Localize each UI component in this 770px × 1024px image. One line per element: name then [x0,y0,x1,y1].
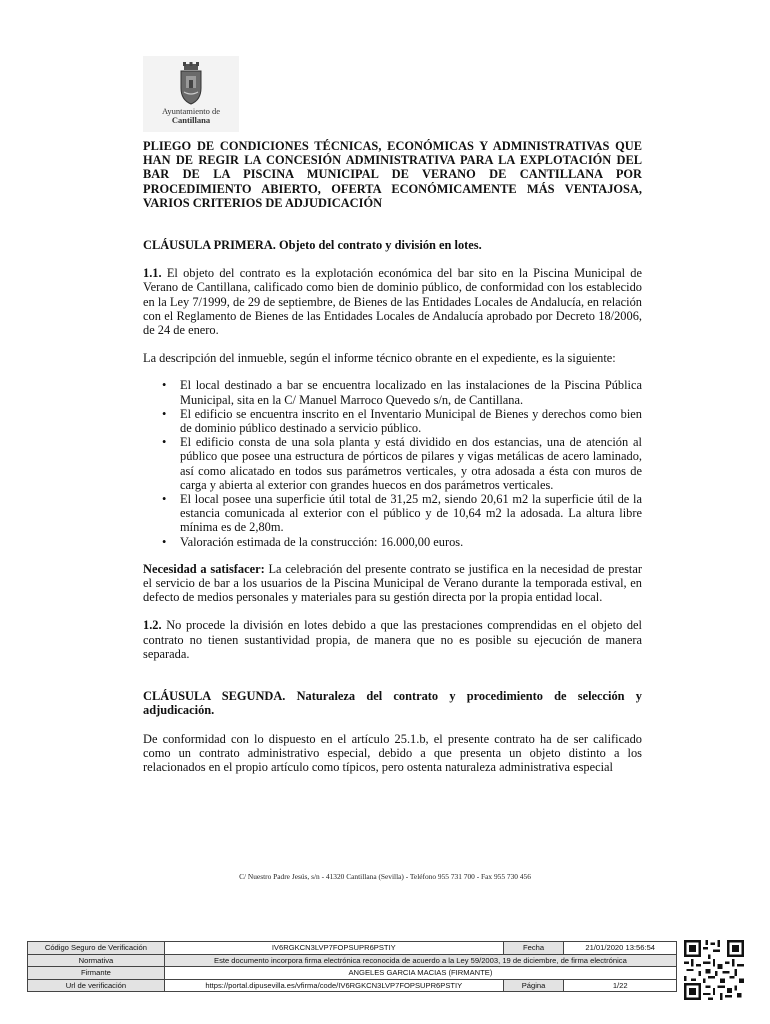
municipal-logo [143,56,239,132]
normativa-value: Este documento incorpora firma electrónica reconocida de acuerdo a la Ley 59/2003, 19 de diciembre, de firma electrónica [164,954,676,967]
logo-caption [143,107,239,125]
table-row [28,979,677,992]
clause-1-1-paragraph [143,266,642,337]
footer-address: C/ Nuestro Padre Jesús, s/n - 41320 Cantillana (Sevilla) - Teléfono 955 731 700 - Fax 955 730 456 [239,872,531,881]
bullet-icon: • [162,435,167,450]
list-item [162,492,642,535]
logo-line2: Cantillana [171,115,211,125]
clause-1-2-paragraph [143,618,642,661]
bullet-icon: • [162,492,167,507]
verification-table [27,941,677,992]
document-body [143,139,642,774]
necesidad-text: La celebración del presente contrato se justifica en la necesidad de prestar el servicio de bar a los usuarios de la Piscina Municipal de Verano durante la temporada estival, en defecto de medios personales y materiales para su gestión directa por la propia entidad local. [143,561,642,605]
necesidad-label: Necesidad a satisfacer: [143,561,265,576]
list-item-text: Valoración estimada de la construcción: 16.000,00 euros. [180,534,464,549]
firmante-value: ANGELES GARCIA MACIAS (FIRMANTE) [164,967,676,980]
list-item-text: El edificio consta de una sola planta y está dividido en dos estancias, una de atención al público que posee una estructura de pórticos de pilares y vigas metálicas de acero laminado, así como alicatado en todos sus parámetros verticales, y otra adosada a ésta con muros de carga y abierta al exterior con grandes huecos en dos parámetros verticales. [180,435,642,492]
qr-code-icon [684,940,744,1000]
list-item [162,378,642,407]
property-description-intro: La descripción del inmueble, según el informe técnico obrante en el expediente, es la siguiente: [143,351,616,366]
necesidad-paragraph [143,562,642,605]
list-item [162,534,642,549]
coat-of-arms-icon [178,62,204,106]
bullet-icon: • [162,406,167,421]
clause-2-paragraph: De conformidad con lo dispuesto en el artículo 25.1.b, el presente contrato ha de ser calificado como un contrato administrativo especial, debido a que presenta un objeto distinto a los relacionados en el propio artículo como típicos, pero ostenta naturaleza administrativa especial [143,731,642,774]
clause-1-2-number: 1.2. [143,618,162,633]
url-value[interactable]: https://portal.dipusevilla.es/vfirma/code/IV6RGKCN3LVP7FOPSUPR6PSTIY [164,979,503,992]
clause-1-heading: CLÁUSULA PRIMERA. Objeto del contrato y división en lotes. [143,238,482,253]
list-item [162,406,642,436]
clause-1-2-text: No procede la división en lotes debido a que las prestaciones comprendidas en el objeto del contrato no tienen sustantividad propia, de manera que no es posible su ejecución de manera separada. [143,618,642,661]
bullet-icon: • [162,534,167,549]
pagina-label: Página [503,979,564,992]
clause-1-1-number: 1.1. [143,266,162,281]
bullet-icon: • [162,378,167,393]
logo-line1: Ayuntamiento de [162,106,220,116]
list-item-text: El local posee una superficie útil total de 31,25 m2, siendo 20,61 m2 la superficie útil de la estancia comunicada al exterior con el público y de 10,64 m2 la adosada. La altura libre mínima es de 2,80m. [180,492,642,535]
codigo-label: Código Seguro de Verificación [28,942,165,955]
document-title: PLIEGO DE CONDICIONES TÉCNICAS, ECONÓMICAS Y ADMINISTRATIVAS QUE HAN DE REGIR LA CONCESIÓN ADMINISTRATIVA PARA LA EXPLOTACIÓN DEL BAR DE LA PISCINA MUNICIPAL DE VERANO DE CANTILLANA POR PROCEDIMIENTO ABIERTO, OFERTA ECONÓMICAMENTE MÁS VENTAJOSA, VARIOS CRITERIOS DE ADJUDICACIÓN [143,139,642,210]
list-item-text: El local destinado a bar se encuentra localizado en las instalaciones de la Piscina Pública Municipal, sita en la C/ Manuel Marroco Quevedo s/n, de Cantillana. [180,378,642,407]
codigo-value: IV6RGKCN3LVP7FOPSUPR6PSTIY [164,942,503,955]
clause-1-1-text: El objeto del contrato es la explotación económica del bar sito en la Piscina Municipal de Verano de Cantillana, calificado como bien de dominio público, de conformidad con los establecido en la Ley 7/1999, de 29 de septiembre, de Bienes de las Entidades Locales de Andalucía, en relación con el Reglamento de Bienes de las Entidades Locales de Andalucía aprobado por Decreto 18/2006, de 24 de enero. [143,266,642,338]
firmante-label: Firmante [28,967,165,980]
fecha-label: Fecha [503,942,564,955]
url-label: Url de verificación [28,979,165,992]
clause-2-heading: CLÁUSULA SEGUNDA. Naturaleza del contrato y procedimiento de selección y adjudicación. [143,689,642,718]
table-row [28,954,677,967]
table-row [28,942,677,955]
table-row [28,967,677,980]
pagina-value: 1/22 [564,979,677,992]
list-item-text: El edificio se encuentra inscrito en el Inventario Municipal de Bienes y derechos como bien de dominio público destinado a servicio público. [180,406,642,436]
property-description-list [143,378,642,548]
normativa-label: Normativa [28,954,165,967]
fecha-value: 21/01/2020 13:56:54 [564,942,677,955]
list-item [162,435,642,492]
